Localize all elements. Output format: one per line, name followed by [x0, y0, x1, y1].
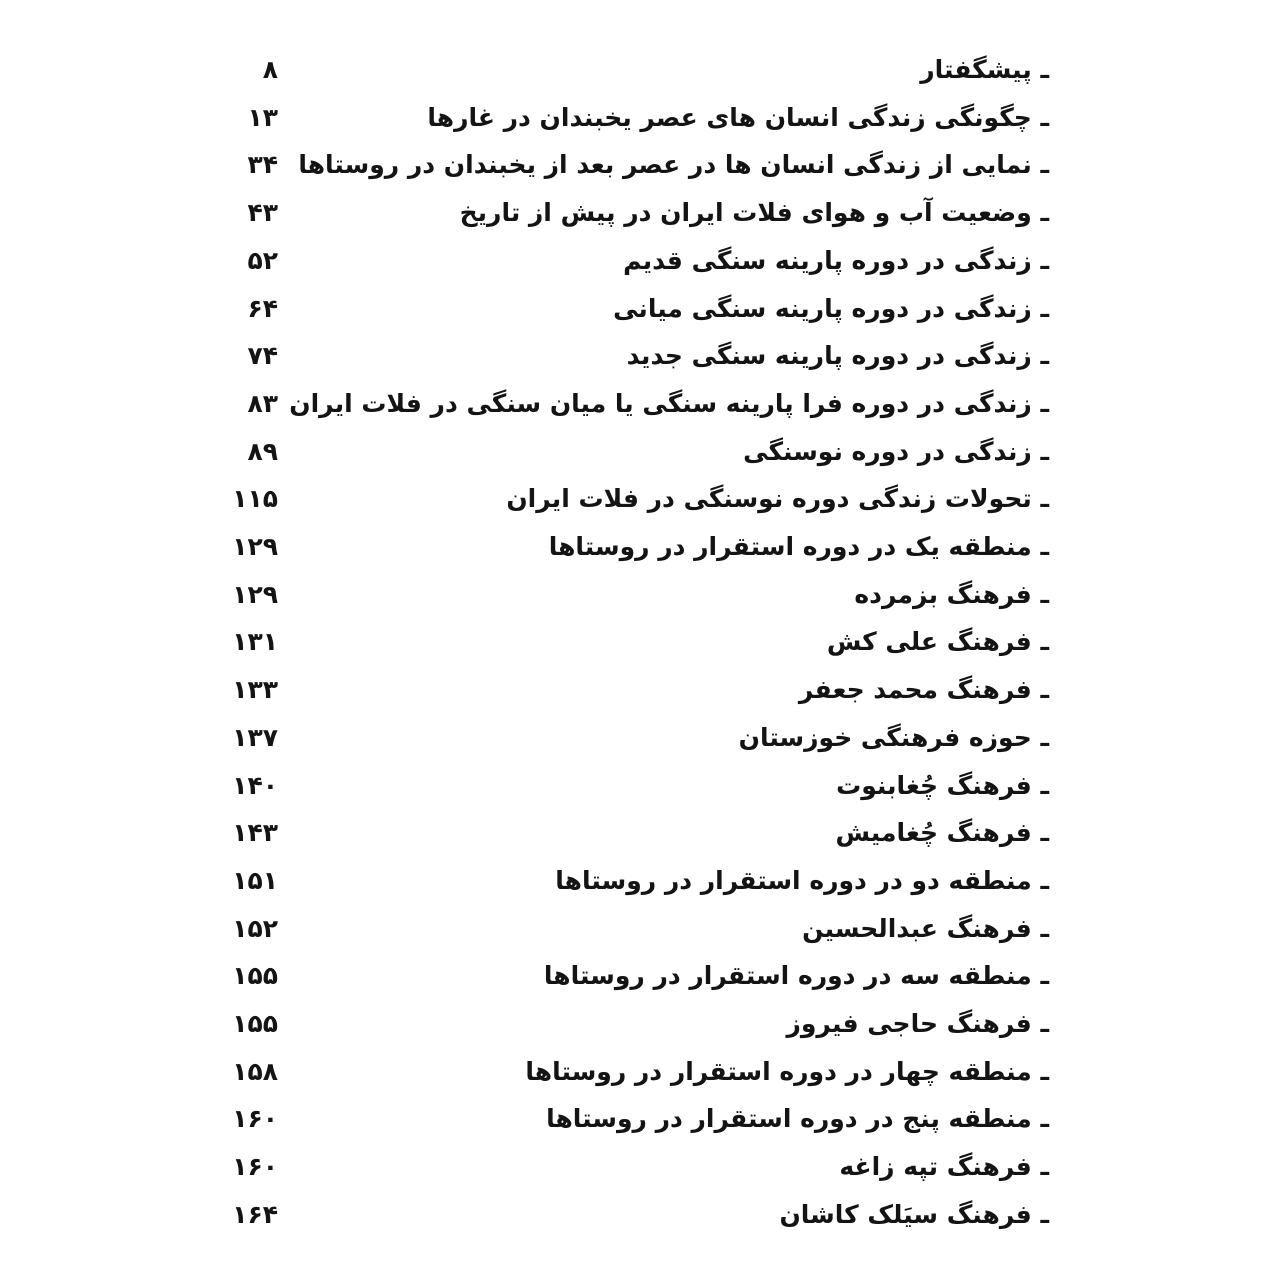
toc-entry-title: ـ فرهنگ حاجی فیروز: [786, 1009, 1049, 1038]
toc-entry-page-number: ۸۹: [247, 437, 278, 466]
toc-entry: [0, 191, 1266, 231]
toc-entry-page-number: ۱۲۹: [232, 580, 278, 609]
toc-entry: [0, 430, 1266, 470]
toc-entry-page-number: ۱۳۱: [232, 627, 278, 656]
toc-entry-page-number: ۱۳۷: [232, 723, 278, 752]
toc-entry-title: ـ منطقه پنج در دوره استقرار در روستاها: [546, 1104, 1049, 1133]
toc-entry: [0, 811, 1266, 851]
toc-entry: [0, 1097, 1266, 1137]
toc-entry-title: ـ منطقه چهار در دوره استقرار در روستاها: [525, 1057, 1049, 1086]
toc-entry-page-number: ۱۳۳: [232, 675, 278, 704]
toc-entry-title: ـ نمایی از زندگی انسان ها در عصر بعد از یخبندان در روستاها: [298, 150, 1049, 179]
toc-entry: [0, 96, 1266, 136]
toc-entry: [0, 954, 1266, 994]
toc-entry-page-number: ۱۵۵: [232, 961, 278, 990]
toc-entry-title: ـ فرهنگ محمد جعفر: [798, 675, 1049, 704]
toc-entry-page-number: ۵۲: [247, 246, 278, 275]
toc-entry-page-number: ۱۱۵: [232, 484, 278, 513]
toc-entry-page-number: ۷۴: [247, 341, 278, 370]
toc-entry: [0, 477, 1266, 517]
toc-entry: [0, 1193, 1266, 1233]
toc-entry-title: ـ وضعیت آب و هوای فلات ایران در پیش از تاریخ: [459, 198, 1049, 227]
toc-entry: [0, 1002, 1266, 1042]
toc-entry-page-number: ۸۳: [247, 389, 278, 418]
toc-entry: [0, 716, 1266, 756]
toc-entry-page-number: ۱۴۰: [232, 771, 278, 800]
toc-entry: [0, 48, 1266, 88]
toc-entry-page-number: ۱۵۱: [232, 866, 278, 895]
toc-entry-title: ـ حوزه فرهنگی خوزستان: [738, 723, 1049, 752]
toc-entry: [0, 859, 1266, 899]
toc-entry: [0, 143, 1266, 183]
toc-entry-page-number: ۸: [262, 55, 278, 84]
toc-entry: [0, 239, 1266, 279]
toc-entry: [0, 573, 1266, 613]
toc-entry-page-number: ۱۵۵: [232, 1009, 278, 1038]
toc-entry-title: ـ منطقه یک در دوره استقرار در روستاها: [548, 532, 1049, 561]
toc-entry-page-number: ۱۵۲: [232, 914, 278, 943]
toc-entry: [0, 1145, 1266, 1185]
toc-entry-page-number: ۱۵۸: [232, 1057, 278, 1086]
toc-entry-title: ـ فرهنگ چُغامیش: [835, 818, 1049, 847]
toc-entry-page-number: ۶۴: [247, 294, 278, 323]
toc-entry-title: ـ فرهنگ تپه زاغه: [839, 1152, 1049, 1181]
toc-entry-page-number: ۴۳: [247, 198, 278, 227]
toc-entry-title: ـ منطقه سه در دوره استقرار در روستاها: [543, 961, 1049, 990]
toc-entry-title: ـ زندگی در دوره پارینه سنگی قدیم: [623, 246, 1049, 275]
toc-entry-title: ـ فرهنگ چُغابنوت: [836, 771, 1049, 800]
toc-entry-title: ـ زندگی در دوره پارینه سنگی میانی: [613, 294, 1049, 323]
toc-entry-page-number: ۳۴: [247, 150, 278, 179]
toc-entry: [0, 334, 1266, 374]
toc-entry: [0, 1050, 1266, 1090]
toc-entry-title: ـ زندگی در دوره پارینه سنگی جدید: [626, 341, 1049, 370]
toc-entry-page-number: ۱۶۰: [232, 1152, 278, 1181]
toc-entry-page-number: ۱۲۹: [232, 532, 278, 561]
toc-entry-page-number: ۱۶۴: [232, 1200, 278, 1229]
toc-entry-title: ـ منطقه دو در دوره استقرار در روستاها: [555, 866, 1049, 895]
toc-entry-title: ـ زندگی در دوره فرا پارینه سنگی یا میان سنگی در فلات ایران: [289, 389, 1049, 418]
toc-entry: [0, 764, 1266, 804]
toc-entry-page-number: ۱۶۰: [232, 1104, 278, 1133]
toc-entry: [0, 382, 1266, 422]
toc-entry: [0, 620, 1266, 660]
toc-entry-title: ـ فرهنگ عبدالحسین: [802, 914, 1049, 943]
toc-entry-page-number: ۱۴۳: [232, 818, 278, 847]
toc-entry: [0, 525, 1266, 565]
toc-entry-title: ـ فرهنگ بزمرده: [854, 580, 1049, 609]
toc-entry: [0, 668, 1266, 708]
toc-entry-title: ـ چگونگی زندگی انسان های عصر یخبندان در غارها: [427, 103, 1049, 132]
toc-entry-title: ـ تحولات زندگی دوره نوسنگی در فلات ایران: [506, 484, 1049, 513]
toc-entry: [0, 287, 1266, 327]
toc-entry: [0, 907, 1266, 947]
toc-entry-title: ـ زندگی در دوره نوسنگی: [743, 437, 1049, 466]
toc-entry-title: ـ پیشگفتار: [920, 55, 1049, 84]
toc-entry-title: ـ فرهنگ سیَلک کاشان: [779, 1200, 1049, 1229]
toc-entry-page-number: ۱۳: [247, 103, 278, 132]
toc-entry-title: ـ فرهنگ علی کش: [826, 627, 1049, 656]
